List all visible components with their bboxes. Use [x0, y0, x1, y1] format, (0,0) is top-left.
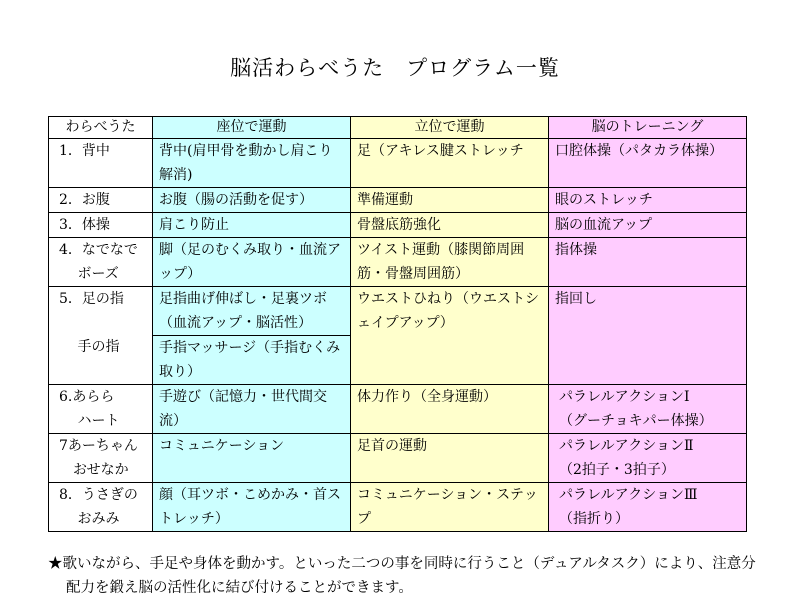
table-row [49, 287, 747, 336]
table-row [49, 238, 747, 287]
brain-cell: パラレルアクションⅢ （指折り） [549, 483, 747, 532]
song-cell: 7あーちゃん おせなか [49, 434, 153, 483]
standing-cell: 準備運動 [351, 188, 549, 213]
standing-cell: 足（アキレス腱ストレッチ [351, 139, 549, 188]
table-row [49, 188, 747, 213]
seated-cell-sub: 手指マッサージ（手指むくみ取り） [153, 336, 351, 385]
footnote: ★歌いながら、手足や身体を動かす。といった二つの事を同時に行うこと（デュアルタスク）により、注意分配力を鍛え脳の活性化に結び付けることができます。 [48, 556, 756, 596]
standing-cell: 骨盤底筋強化 [351, 213, 549, 238]
brain-cell: パラレルアクションⅡ （2拍子・3拍子） [549, 434, 747, 483]
header-seated: 座位で運動 [153, 117, 351, 139]
seated-cell: 背中(肩甲骨を動かし肩こり解消) [153, 139, 351, 188]
header-song: わらべうた [49, 117, 153, 139]
table-header-row [49, 117, 747, 139]
song-cell: 4．なでなで ボーズ [49, 238, 153, 287]
brain-cell: 指回し [549, 287, 747, 385]
page-title: 脳活わらべうた プログラム一覧 [230, 56, 560, 80]
brain-cell: 口腔体操（パタカラ体操） [549, 139, 747, 188]
brain-cell: パラレルアクションⅠ （グーチョキパー体操） [549, 385, 747, 434]
table-row [49, 483, 747, 532]
standing-cell: ウエストひねり（ウエストシェイプアップ） [351, 287, 549, 385]
song-cell: 3．体操 [49, 213, 153, 238]
brain-cell: 脳の血流アップ [549, 213, 747, 238]
table-row [49, 434, 747, 483]
header-brain: 脳のトレーニング [549, 117, 747, 139]
song-cell: 8．うさぎの おみみ [49, 483, 153, 532]
standing-cell: ツイスト運動（膝関節周囲筋・骨盤周囲筋） [351, 238, 549, 287]
seated-cell: 顔（耳ツボ・こめかみ・首ストレッチ） [153, 483, 351, 532]
program-table [48, 116, 747, 532]
song-cell: 2．お腹 [49, 188, 153, 213]
table-row [49, 213, 747, 238]
table-row [49, 385, 747, 434]
seated-cell: 手遊び（記憶力・世代間交流） [153, 385, 351, 434]
standing-cell: コミュニケーション・ステップ [351, 483, 549, 532]
brain-cell: 指体操 [549, 238, 747, 287]
seated-cell: 脚（足のむくみ取り・血流アップ） [153, 238, 351, 287]
song-cell: 1．背中 [49, 139, 153, 188]
seated-cell: お腹（腸の活動を促す） [153, 188, 351, 213]
song-cell: 6.あらら ハート [49, 385, 153, 434]
standing-cell: 体力作り（全身運動） [351, 385, 549, 434]
table-row [49, 139, 747, 188]
standing-cell: 足首の運動 [351, 434, 549, 483]
seated-cell: コミュニケーション [153, 434, 351, 483]
song-cell: 5．足の指 手の指 [49, 287, 153, 385]
brain-cell: 眼のストレッチ [549, 188, 747, 213]
seated-cell: 足指曲げ伸ばし・足裏ツボ（血流アップ・脳活性） [153, 287, 351, 336]
header-standing: 立位で運動 [351, 117, 549, 139]
seated-cell: 肩こり防止 [153, 213, 351, 238]
